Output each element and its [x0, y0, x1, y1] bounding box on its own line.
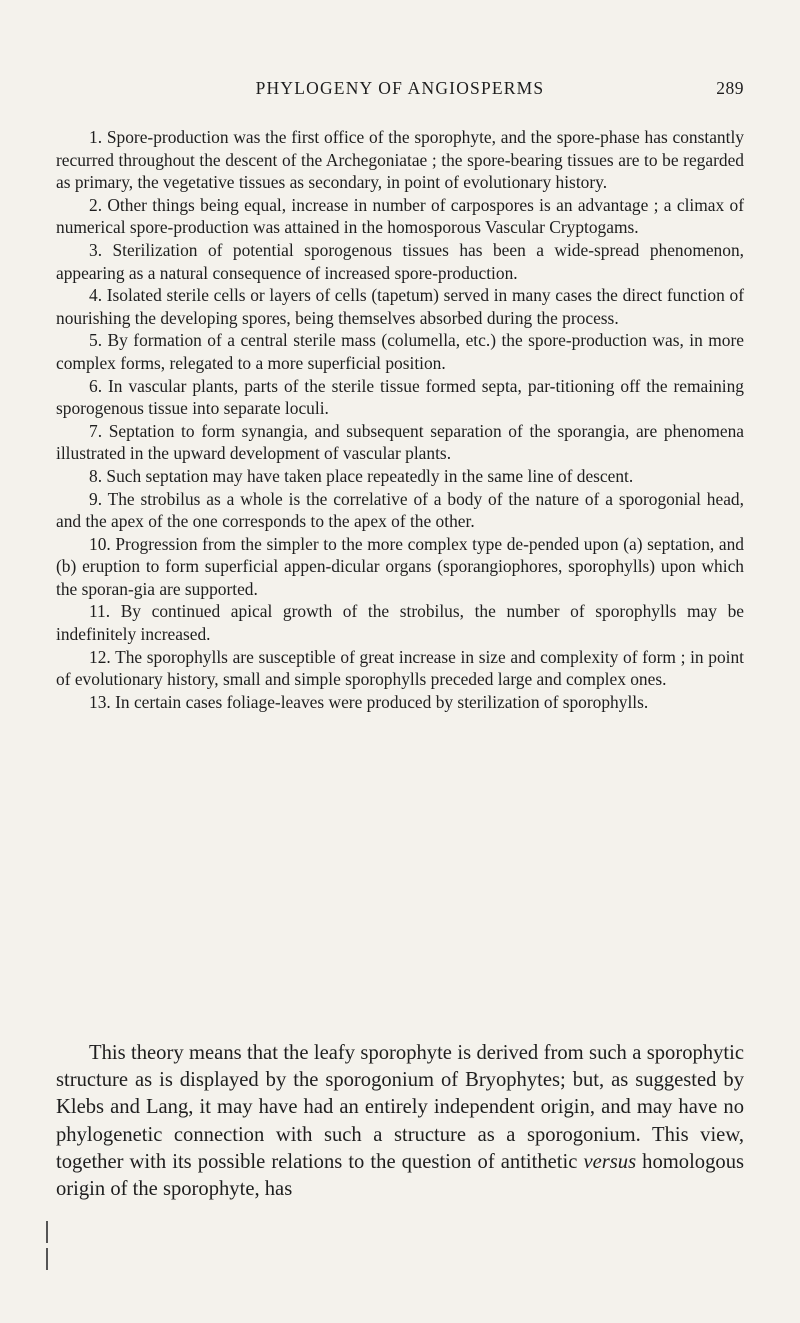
item-text: In vascular plants, parts of the sterile tissue formed septa, par-titioning off the remaining sporogenous tissue into separate loculi.: [56, 375, 744, 419]
item-number: 12.: [89, 646, 111, 667]
list-item: [56, 284, 744, 329]
list-item: [56, 600, 744, 645]
item-text: By continued apical growth of the strobilus, the number of sporophylls may be indefinitely increased.: [56, 601, 744, 645]
item-number: 10.: [89, 533, 111, 554]
item-text: Spore-production was the first office of the sporophyte, and the spore-phase has constantly recurred throughout the descent of the Archegoniatae ; the spore-bearing tissues are to be regarded as primary, the vegetative tissues as secondary, in point of evolutionary history.: [56, 127, 744, 193]
page-number: 289: [716, 78, 744, 98]
margin-mark: [46, 1248, 48, 1270]
item-text: Sterilization of potential sporogenous tissues has been a wide-spread phenomenon, appearing as a natural consequence of increased spore-production.: [56, 239, 744, 283]
list-item: [56, 465, 744, 488]
list-item: [56, 488, 744, 533]
item-number: 3.: [89, 239, 103, 260]
list-item: [56, 375, 744, 420]
body-paragraph: [56, 1040, 744, 1203]
paragraph-text: This theory means that the leafy sporophyte is derived from such a sporophytic structure as is displayed by the sporogonium of Bryophytes; but, as suggested by Klebs and Lang, it may have had an entirely independent origin, and may have no phylogenetic connection with such a structure as a sporogonium. This view, together with its possible relations to the question of antithetic: [56, 1042, 744, 1173]
numbered-conclusions-list: [56, 126, 744, 713]
item-number: 9.: [89, 488, 103, 509]
italic-term: versus: [583, 1150, 637, 1173]
list-item: [56, 126, 744, 194]
list-item: [56, 239, 744, 284]
list-item: [56, 646, 744, 691]
item-number: 8.: [89, 465, 103, 486]
item-text: By formation of a central sterile mass (columella, etc.) the spore-production was, in more complex forms, relegated to a more superficial position.: [56, 330, 744, 373]
list-item: [56, 194, 744, 239]
list-item: [56, 691, 744, 714]
item-text: The sporophylls are susceptible of great increase in size and complexity of form ; in point of evolutionary history, small and simple sporophylls preceded large and complex ones.: [56, 646, 744, 690]
item-text: In certain cases foliage-leaves were produced by sterilization of sporophylls.: [115, 691, 649, 712]
list-item: [56, 533, 744, 601]
item-number: 2.: [89, 194, 103, 215]
item-text: Such septation may have taken place repeatedly in the same line of descent.: [106, 465, 634, 486]
item-number: 1.: [89, 127, 103, 147]
running-title: PHYLOGENY OF ANGIOSPERMS: [255, 78, 545, 98]
page-header: [56, 78, 744, 108]
item-text: The strobilus as a whole is the correlative of a body of the nature of a sporogonial head, and the apex of the one corresponds to the apex of the other.: [56, 488, 744, 532]
item-text: Septation to form synangia, and subsequent separation of the sporangia, are phenomena illustrated in the upward development of vascular plants.: [56, 420, 744, 464]
item-number: 4.: [89, 285, 103, 306]
margin-mark: [46, 1221, 48, 1243]
item-number: 11.: [89, 601, 111, 622]
item-text: Isolated sterile cells or layers of cells (tapetum) served in many cases the direct function of nourishing the developing spores, being themselves absorbed during the process.: [56, 285, 745, 328]
item-text: Other things being equal, increase in number of carpospores is an advantage ; a climax of numerical spore-production was attained in the homosporous Vascular Cryptogams.: [56, 194, 744, 238]
list-item: [56, 420, 744, 465]
item-number: 5.: [89, 330, 103, 351]
paragraph-text: homologous origin of the sporophyte, has: [56, 1150, 745, 1201]
item-number: 13.: [89, 691, 111, 712]
item-text: Progression from the simpler to the more complex type de-pended upon (a) septation, and (b) eruption to form superficial appen-dicular organs (sporangiophores, sporophylls) upon which the sporan-gia are supported.: [56, 533, 744, 599]
item-number: 6.: [89, 375, 103, 396]
list-item: [56, 329, 744, 374]
item-number: 7.: [89, 420, 103, 441]
